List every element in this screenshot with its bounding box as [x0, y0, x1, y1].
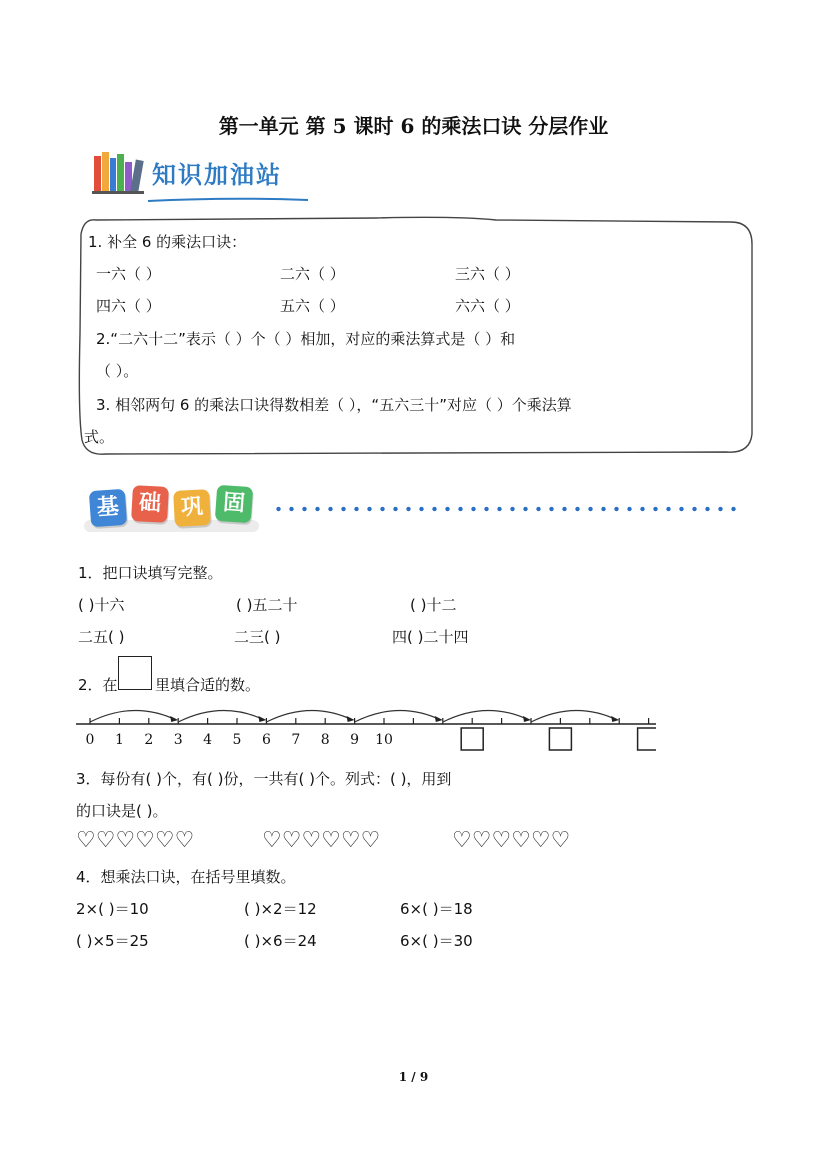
answer-box-2 [549, 728, 571, 750]
s1-row2-a: 四六（ ） [96, 297, 161, 315]
tick-label-1: 1 [114, 732, 124, 748]
jump-arrowhead-2 [258, 716, 266, 722]
banner-underline [148, 188, 310, 194]
banner-tile-1: 基 [89, 489, 127, 527]
s2-q4-r2-b: ( )×6＝24 [244, 932, 317, 950]
s1-row1-b: 二六（ ） [280, 265, 345, 283]
s1-q1-stem: 1. 补全 6 的乘法口诀： [88, 233, 247, 251]
s2-q4-r1-c: 6×( )＝18 [400, 900, 473, 918]
page-title: 第一单元 第 5 课时 6 的乘法口诀 分层作业 [218, 114, 609, 138]
section-banner-knowledge: 知识加油站 [152, 161, 282, 189]
s1-q3-line2: 式。 [84, 428, 115, 446]
tick-label-9: 9 [350, 732, 360, 748]
tick-label-4: 4 [203, 732, 213, 748]
s1-row2-b: 五六（ ） [280, 297, 345, 315]
answer-box-3 [638, 728, 656, 750]
s2-q4-r1-b: ( )×2＝12 [244, 900, 317, 918]
s2-q1-r1-c: ( )十二 [410, 596, 457, 614]
tick-label-8: 8 [320, 732, 330, 748]
number-line [76, 696, 656, 756]
s1-q2-line1: 2.“二六十二”表示（ ）个（ ）相加，对应的乘法算式是（ ）和 [96, 330, 516, 348]
hearts-group-3: ♡♡♡♡♡♡ [452, 828, 571, 853]
dotted-divider [272, 506, 742, 512]
s2-q4-r2-a: ( )×5＝25 [76, 932, 149, 950]
jump-arrowhead-5 [523, 716, 531, 722]
s2-q3-line2: 的口诀是( )。 [76, 802, 168, 820]
hearts-group-2: ♡♡♡♡♡♡ [262, 828, 381, 853]
jump-arrowhead-6 [611, 716, 619, 722]
tick-label-6: 6 [261, 732, 271, 748]
tick-label-2: 2 [144, 732, 154, 748]
jump-arrowhead-1 [170, 716, 178, 722]
banner-tile-3: 巩 [173, 489, 211, 527]
s2-q4-stem: 4．想乘法口诀，在括号里填数。 [76, 868, 296, 886]
tick-label-10: 10 [375, 732, 393, 748]
jump-arc-2 [178, 710, 264, 722]
s2-q4-r2-c: 6×( )＝30 [400, 932, 473, 950]
page-number: 1 / 9 [398, 1070, 429, 1084]
s2-q2-prefix: 2．在 [78, 676, 118, 694]
hearts-group-1: ♡♡♡♡♡♡ [76, 828, 195, 853]
s2-q1-r1-b: ( )五二十 [236, 596, 298, 614]
s1-q2-line2: （ ）。 [96, 362, 139, 380]
s2-q1-r2-b: 二三( ) [234, 628, 281, 646]
tick-label-5: 5 [232, 732, 242, 748]
s2-q4-r1-a: 2×( )＝10 [76, 900, 149, 918]
tick-label-3: 3 [173, 732, 183, 748]
jump-arc-5 [443, 710, 529, 722]
s1-row2-c: 六六（ ） [455, 297, 520, 315]
sample-blank-box [118, 656, 152, 690]
s2-q1-r1-a: ( )十六 [78, 596, 125, 614]
s1-q3-line1: 3. 相邻两句 6 的乘法口诀得数相差（ ），“五六三十”对应（ ）个乘法算 [96, 396, 572, 414]
s1-row1-c: 三六（ ） [455, 265, 520, 283]
banner-tile-2: 础 [131, 485, 169, 523]
answer-box-1 [461, 728, 483, 750]
tick-label-0: 0 [85, 732, 95, 748]
jump-arc-3 [266, 710, 352, 722]
jump-arc-1 [90, 710, 176, 722]
jump-arc-6 [531, 710, 617, 722]
s1-row1-a: 一六（ ） [96, 265, 161, 283]
jump-arc-4 [355, 710, 441, 722]
s2-q1-r2-c: 四( )二十四 [392, 628, 469, 646]
banner-tile-4: 固 [215, 485, 253, 523]
tick-label-7: 7 [291, 732, 301, 748]
jump-arrowhead-4 [435, 716, 443, 722]
s2-q1-r2-a: 二五( ) [78, 628, 125, 646]
s2-q2-suffix: 里填合适的数。 [155, 676, 261, 694]
s2-q3-line1: 3．每份有( )个，有( )份，一共有( )个。列式：( )，用到 [76, 770, 452, 788]
jump-arrowhead-3 [347, 716, 355, 722]
books-icon [92, 150, 144, 194]
s2-q1-stem: 1．把口诀填写完整。 [78, 564, 223, 582]
